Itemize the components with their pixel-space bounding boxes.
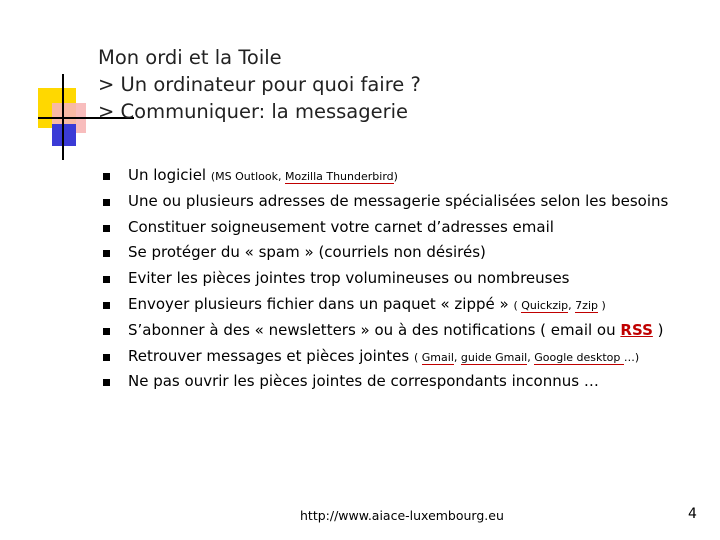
link-guide-gmail[interactable]: guide Gmail bbox=[460, 350, 528, 364]
decor-blue-square bbox=[52, 124, 76, 146]
square-bullet-icon bbox=[103, 379, 110, 386]
square-bullet-icon bbox=[103, 354, 110, 361]
link-google-desktop[interactable]: Google desktop bbox=[534, 350, 624, 364]
square-bullet-icon bbox=[103, 199, 110, 206]
square-bullet-icon bbox=[103, 173, 110, 180]
title-line-1: Mon ordi et la Toile bbox=[98, 46, 282, 69]
footer-url: http://www.aiace-luxembourg.eu bbox=[300, 508, 504, 523]
bullet-item: Constituer soigneusement votre carnet d’adresses email bbox=[100, 215, 710, 241]
link-7zip[interactable]: 7zip bbox=[575, 298, 598, 312]
square-bullet-icon bbox=[103, 250, 110, 257]
square-bullet-icon bbox=[103, 276, 110, 283]
bullet-item: Envoyer plusieurs fichier dans un paquet « zippé » ( Quickzip, 7zip ) bbox=[100, 292, 710, 318]
bullet-list bbox=[100, 163, 710, 395]
bullet-item: Se protéger du « spam » (courriels non désirés) bbox=[100, 240, 710, 266]
bullet-item: Un logiciel (MS Outlook, Mozilla Thunderbird) bbox=[100, 163, 710, 189]
square-bullet-icon bbox=[103, 225, 110, 232]
slide-title bbox=[98, 44, 421, 125]
link-quickzip[interactable]: Quickzip bbox=[521, 298, 569, 312]
title-line-3: > Communiquer: la messagerie bbox=[98, 100, 409, 123]
page-number: 4 bbox=[688, 506, 697, 522]
bullet-item: Ne pas ouvrir les pièces jointes de correspondants inconnus … bbox=[100, 369, 710, 395]
bullet-item: S’abonner à des « newsletters » ou à des notifications ( email ou RSS ) bbox=[100, 318, 710, 344]
link-mozilla-thunderbird[interactable]: Mozilla Thunderbird bbox=[284, 170, 394, 183]
bullet-item: Retrouver messages et pièces jointes ( Gmail, guide Gmail, Google desktop …) bbox=[100, 344, 710, 370]
link-gmail[interactable]: Gmail bbox=[421, 350, 454, 364]
bullet-item: Une ou plusieurs adresses de messagerie spécialisées selon les besoins bbox=[100, 189, 710, 215]
square-bullet-icon bbox=[103, 328, 110, 335]
bullet-item: Eviter les pièces jointes trop volumineuses ou nombreuses bbox=[100, 266, 710, 292]
link-rss[interactable]: RSS bbox=[620, 320, 653, 339]
title-line-2: > Un ordinateur pour quoi faire ? bbox=[98, 73, 421, 96]
square-bullet-icon bbox=[103, 302, 110, 309]
